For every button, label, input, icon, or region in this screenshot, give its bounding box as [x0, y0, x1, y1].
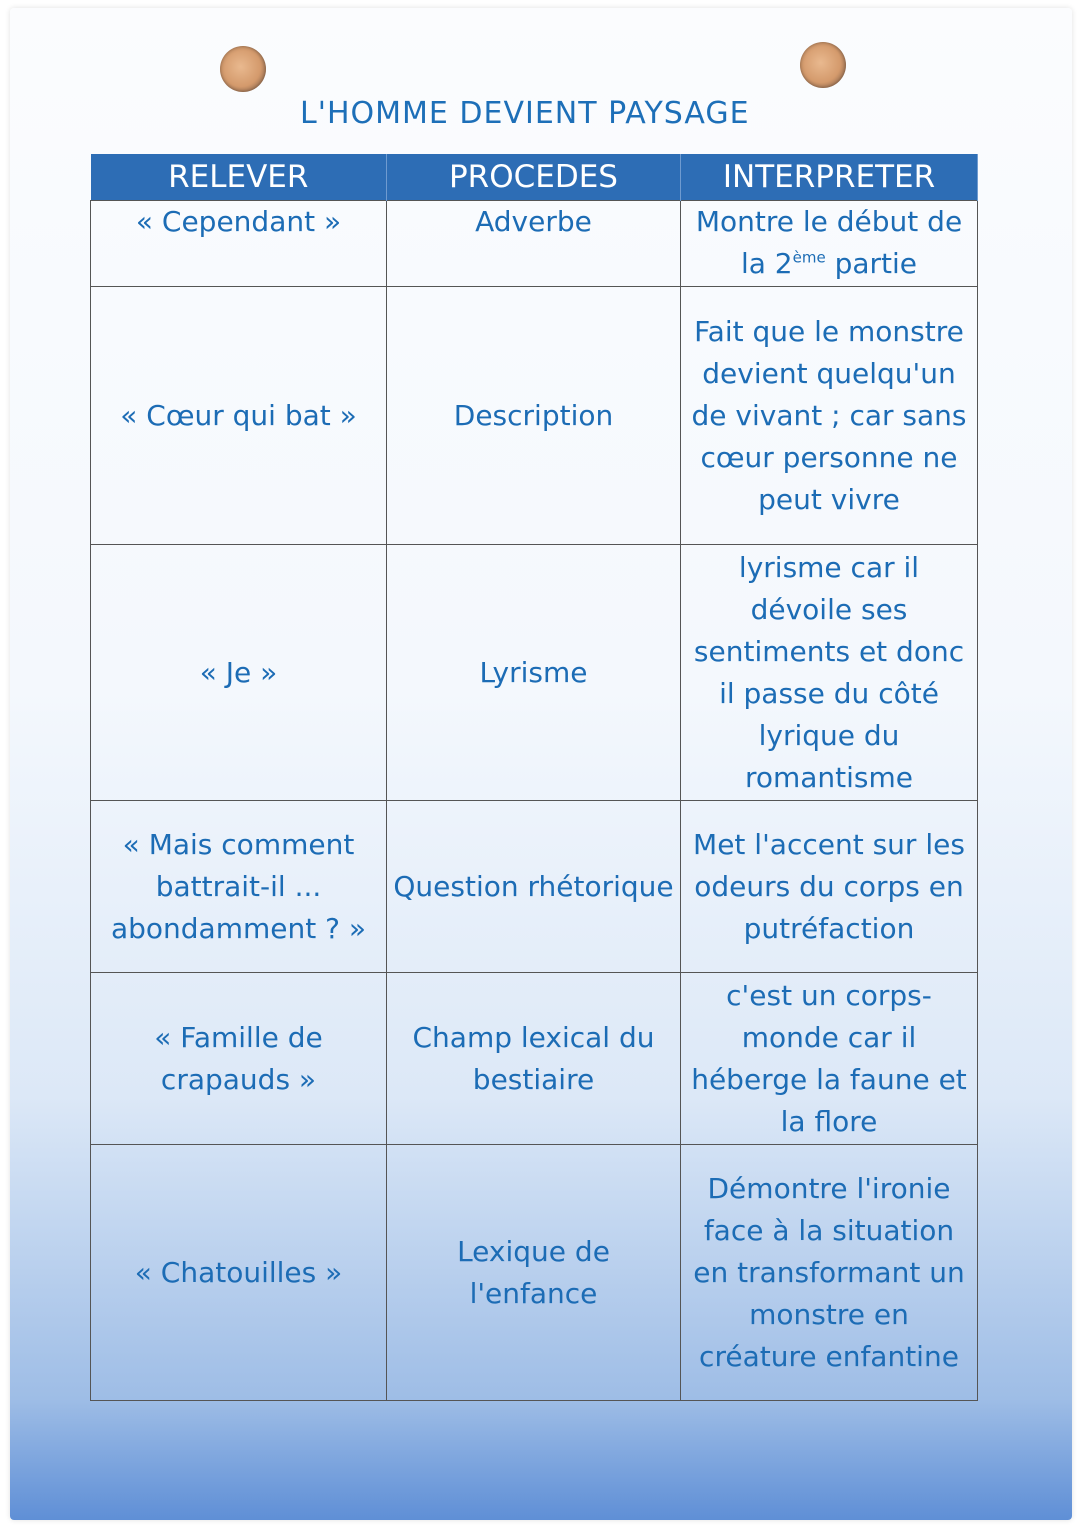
table-row [91, 973, 978, 1145]
cell-interpreter-text: Montre le début de la 2 [695, 205, 963, 280]
cell-procedes: Question rhétorique [387, 801, 681, 973]
page-title: L'HOMME DEVIENT PAYSAGE [300, 96, 750, 131]
table-row [91, 287, 978, 545]
header-procedes: PROCEDES [387, 154, 681, 201]
cell-interpreter: Met l'accent sur les odeurs du corps en putréfaction [681, 801, 978, 973]
table-row [91, 1145, 978, 1401]
table-row [91, 201, 978, 287]
header-interpreter: INTERPRETER [681, 154, 978, 201]
binder-hole-right [800, 42, 846, 88]
cell-procedes: Adverbe [387, 201, 681, 287]
table-row [91, 545, 978, 801]
cell-relever: « Je » [91, 545, 387, 801]
cell-relever: « Cependant » [91, 201, 387, 287]
analysis-table [90, 154, 978, 1401]
cell-interpreter-sup: ème [792, 248, 826, 267]
cell-interpreter: Démontre l'ironie face à la situation en transformant un monstre en créature enfantine [681, 1145, 978, 1401]
table-header-row [91, 154, 978, 201]
cell-interpreter [681, 201, 978, 287]
cell-relever: « Chatouilles » [91, 1145, 387, 1401]
cell-interpreter-text-end: partie [825, 247, 918, 280]
cell-relever: « Famille de crapauds » [91, 973, 387, 1145]
cell-procedes: Champ lexical du bestiaire [387, 973, 681, 1145]
cell-interpreter: lyrisme car il dévoile ses sentiments et donc il passe du côté lyrique du romantisme [681, 545, 978, 801]
cell-procedes: Lexique de l'enfance [387, 1145, 681, 1401]
binder-hole-left [220, 46, 266, 92]
table-row [91, 801, 978, 973]
cell-interpreter: c'est un corps-monde car il héberge la faune et la flore [681, 973, 978, 1145]
header-relever: RELEVER [91, 154, 387, 201]
cell-procedes: Description [387, 287, 681, 545]
cell-relever: « Mais comment battrait-il ... abondamment ? » [91, 801, 387, 973]
cell-interpreter: Fait que le monstre devient quelqu'un de vivant ; car sans cœur personne ne peut vivre [681, 287, 978, 545]
cell-relever: « Cœur qui bat » [91, 287, 387, 545]
cell-procedes: Lyrisme [387, 545, 681, 801]
